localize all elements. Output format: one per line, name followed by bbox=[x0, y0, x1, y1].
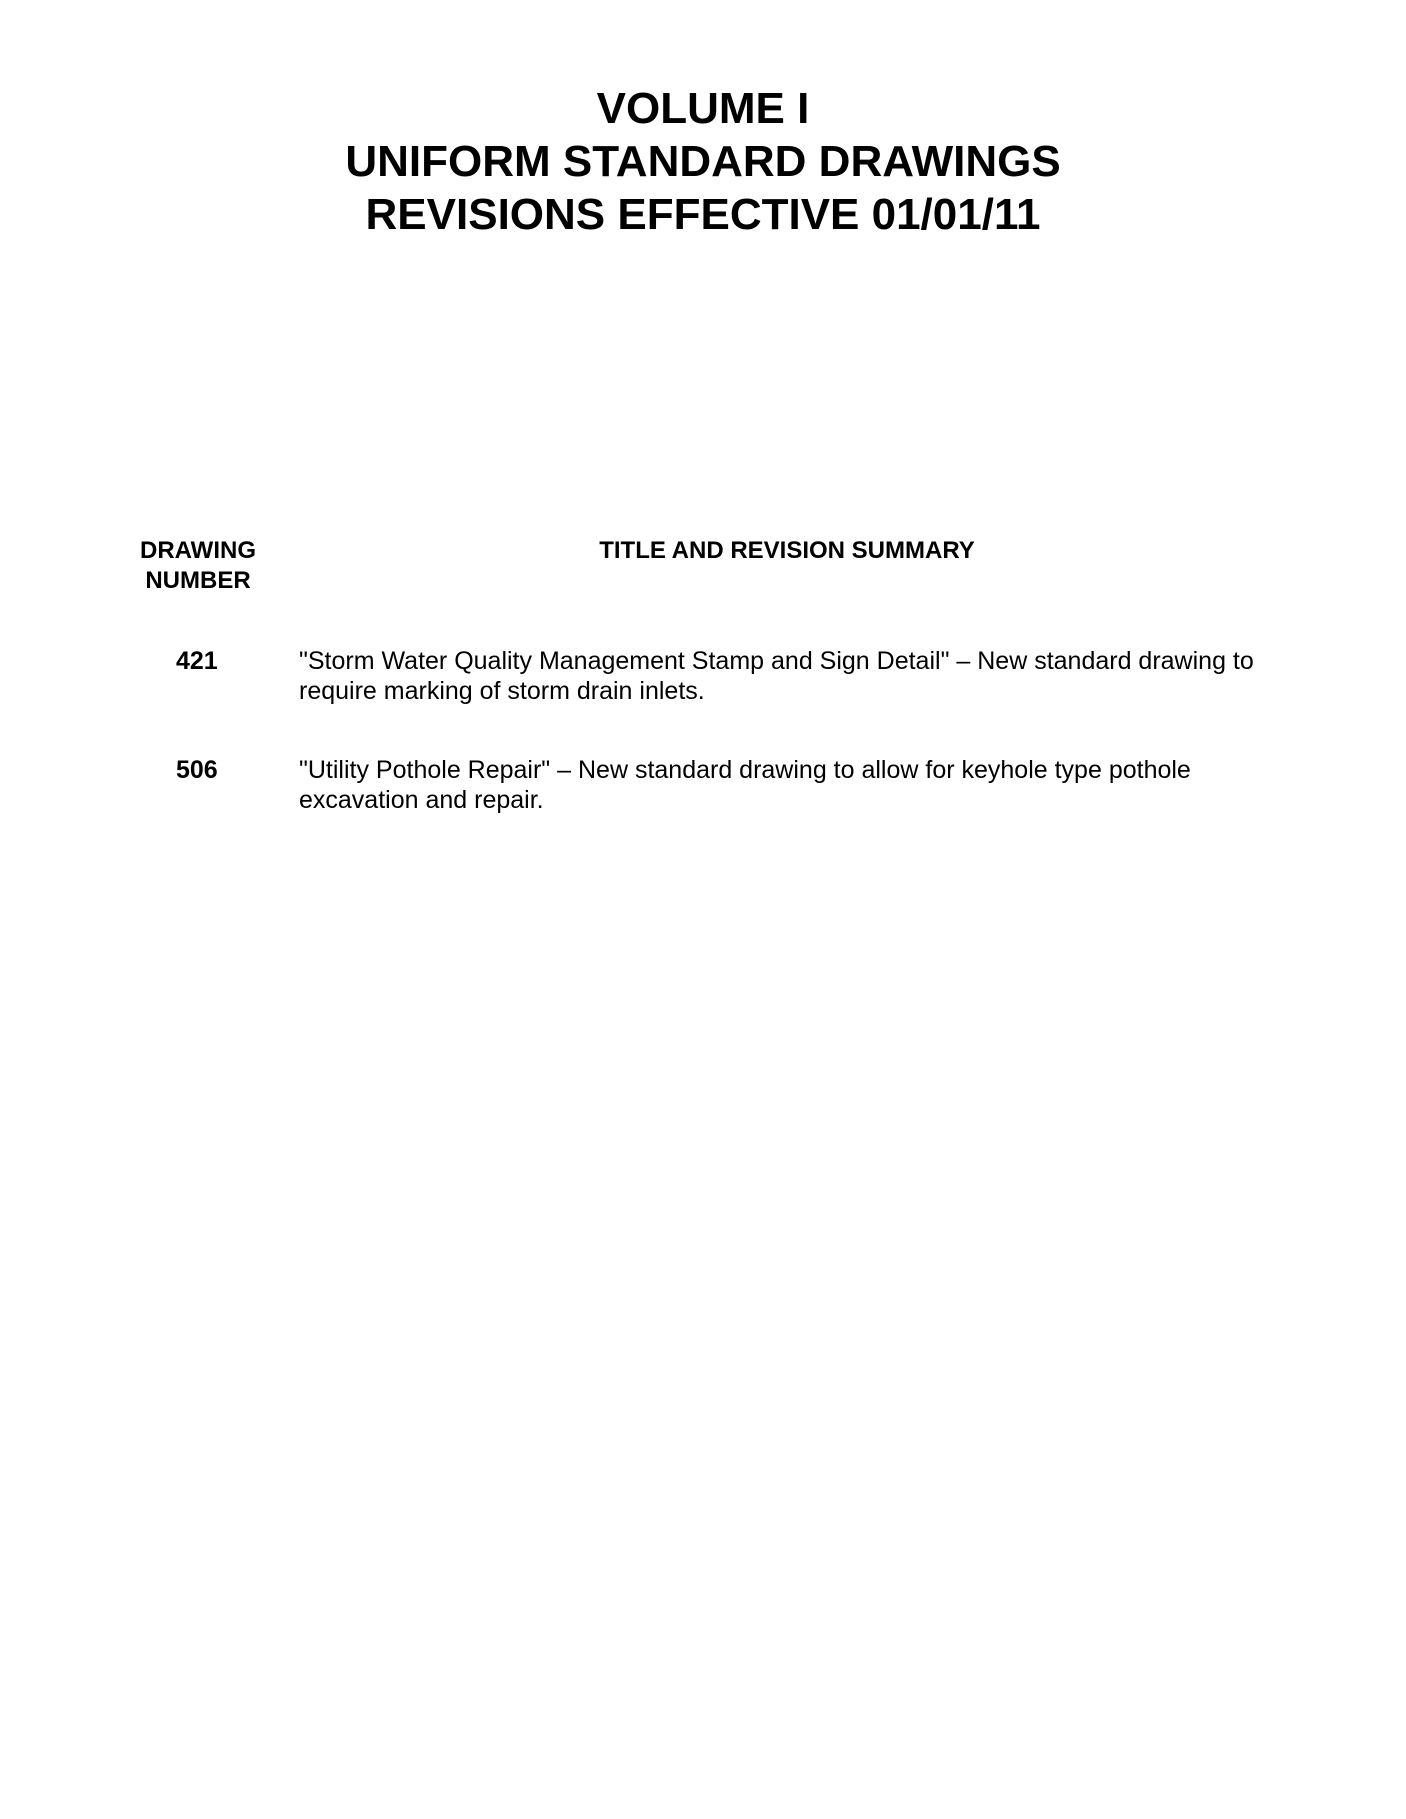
revision-summary: "Storm Water Quality Management Stamp and Sign Detail" – New standard drawing to require marking of storm drain inlets. bbox=[299, 647, 1254, 705]
column-header-drawing-number bbox=[118, 536, 278, 596]
revision-summary: "Utility Pothole Repair" – New standard drawing to allow for keyhole type pothole excavation and repair. bbox=[299, 756, 1191, 814]
column-header-drawing-number-line2: NUMBER bbox=[145, 567, 251, 594]
document-title bbox=[0, 82, 1406, 241]
title-subject: UNIFORM STANDARD DRAWINGS bbox=[345, 137, 1061, 186]
column-header-title-summary: TITLE AND REVISION SUMMARY bbox=[599, 537, 975, 564]
title-effective-date: REVISIONS EFFECTIVE 01/01/11 bbox=[365, 190, 1041, 239]
drawing-number: 421 bbox=[176, 647, 218, 675]
title-volume: VOLUME I bbox=[596, 84, 810, 133]
column-header-drawing-number-line1: DRAWING bbox=[140, 537, 256, 564]
drawing-number: 506 bbox=[176, 756, 218, 784]
